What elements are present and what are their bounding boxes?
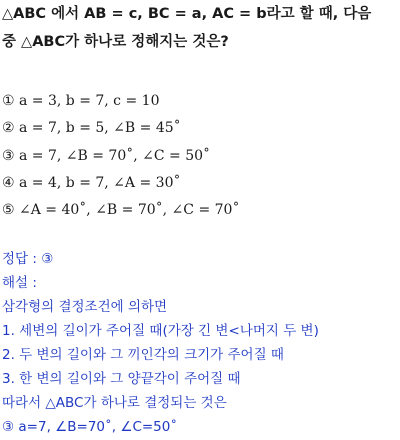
explanation-line-5: 따라서 △ABC가 하나로 결정되는 것은 (2, 395, 227, 411)
option-1[interactable]: ① a = 3, b = 7, c = 10 (2, 93, 160, 109)
question-line-1: △ABC 에서 AB = c, BC = a, AC = b라고 할 때, 다음 (2, 6, 372, 22)
answer-label: 정답 : ③ (2, 251, 54, 267)
explanation-line-1: 삼각형의 결정조건에 의하면 (2, 299, 168, 315)
option-2[interactable]: ② a = 7, b = 5, ∠B = 45˚ (2, 120, 181, 136)
option-3[interactable]: ③ a = 7, ∠B = 70˚, ∠C = 50˚ (2, 148, 211, 164)
option-5[interactable]: ⑤ ∠A = 40˚, ∠B = 70˚, ∠C = 70˚ (2, 202, 240, 218)
option-4[interactable]: ④ a = 4, b = 7, ∠A = 30˚ (2, 175, 181, 191)
explanation-label: 해설 : (2, 275, 37, 291)
explanation-line-6: ③ a=7, ∠B=70˚, ∠C=50˚ (2, 419, 178, 435)
explanation-line-4: 3. 한 변의 길이와 그 양끝각이 주어질 때 (2, 371, 241, 387)
explanation-line-3: 2. 두 변의 길이와 그 끼인각의 크기가 주어질 때 (2, 347, 284, 363)
explanation-line-2: 1. 세변의 길이가 주어질 때(가장 긴 변<나머지 두 변) (2, 323, 319, 339)
question-line-2: 중 △ABC가 하나로 정해지는 것은? (2, 34, 229, 50)
